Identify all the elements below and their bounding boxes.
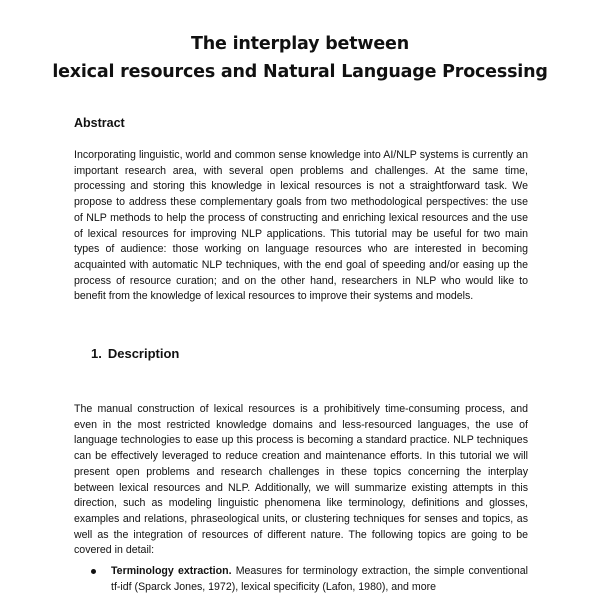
paper-title-line-1: The interplay between <box>191 34 409 54</box>
bullet-text: Measures for terminology extraction, the simple conventional tf-idf (Sparck Jones, 1972), lexical specificity (Lafon, 1980), and more <box>111 565 528 593</box>
bullet-icon <box>91 569 96 574</box>
abstract-paragraph: Incorporating linguistic, world and common sense knowledge into AI/NLP systems is currently an important research area, with several open problems and challenges. At the same time, processing and storing this knowledge in lexical resources is not a straightforward task. We propose to address these complementary goals from two methodological perspectives: the use of NLP methods to help the process of constructing and enriching lexical resources and the use of lexical resources for improving NLP applications. This tutorial may be useful for two main types of audience: those working on language resources who are interested in becoming acquainted with automatic NLP techniques, with the end goal of speeding and/or easing up the process of resource curation; and on the other hand, researchers in NLP who would like to benefit from the knowledge of lexical resources to improve their systems and models. <box>74 149 528 303</box>
paper-title <box>0 30 600 86</box>
paper-title-line-2: lexical resources and Natural Language Processing <box>52 62 548 82</box>
bullet-title: Terminology extraction. <box>111 565 232 577</box>
section-title: Description <box>107 346 180 361</box>
section-number: 1. <box>91 346 102 361</box>
abstract-heading: Abstract <box>74 116 125 130</box>
description-paragraph: The manual construction of lexical resources is a prohibitively time-consuming process, and even in the most restricted knowledge domains and less-resourced languages, the use of language technologies to ease up this process is becoming a standard practice. NLP techniques can be effectively leveraged to reduce creation and maintenance efforts. In this tutorial we will present open problems and research challenges in these topics concerning the interplay between lexical resources and NLP. Additionally, we will summarize existing attempts in this direction, such as modeling linguistic phenomena like terminology, definitions and glosses, examples and relations, phraseological units, or clustering techniques for senses and topics, as well as the integration of resources of different nature. The following topics are going to be covered in detail: <box>74 403 528 557</box>
list-item <box>74 564 528 595</box>
section-heading-description <box>91 346 179 361</box>
topics-list <box>74 564 528 595</box>
